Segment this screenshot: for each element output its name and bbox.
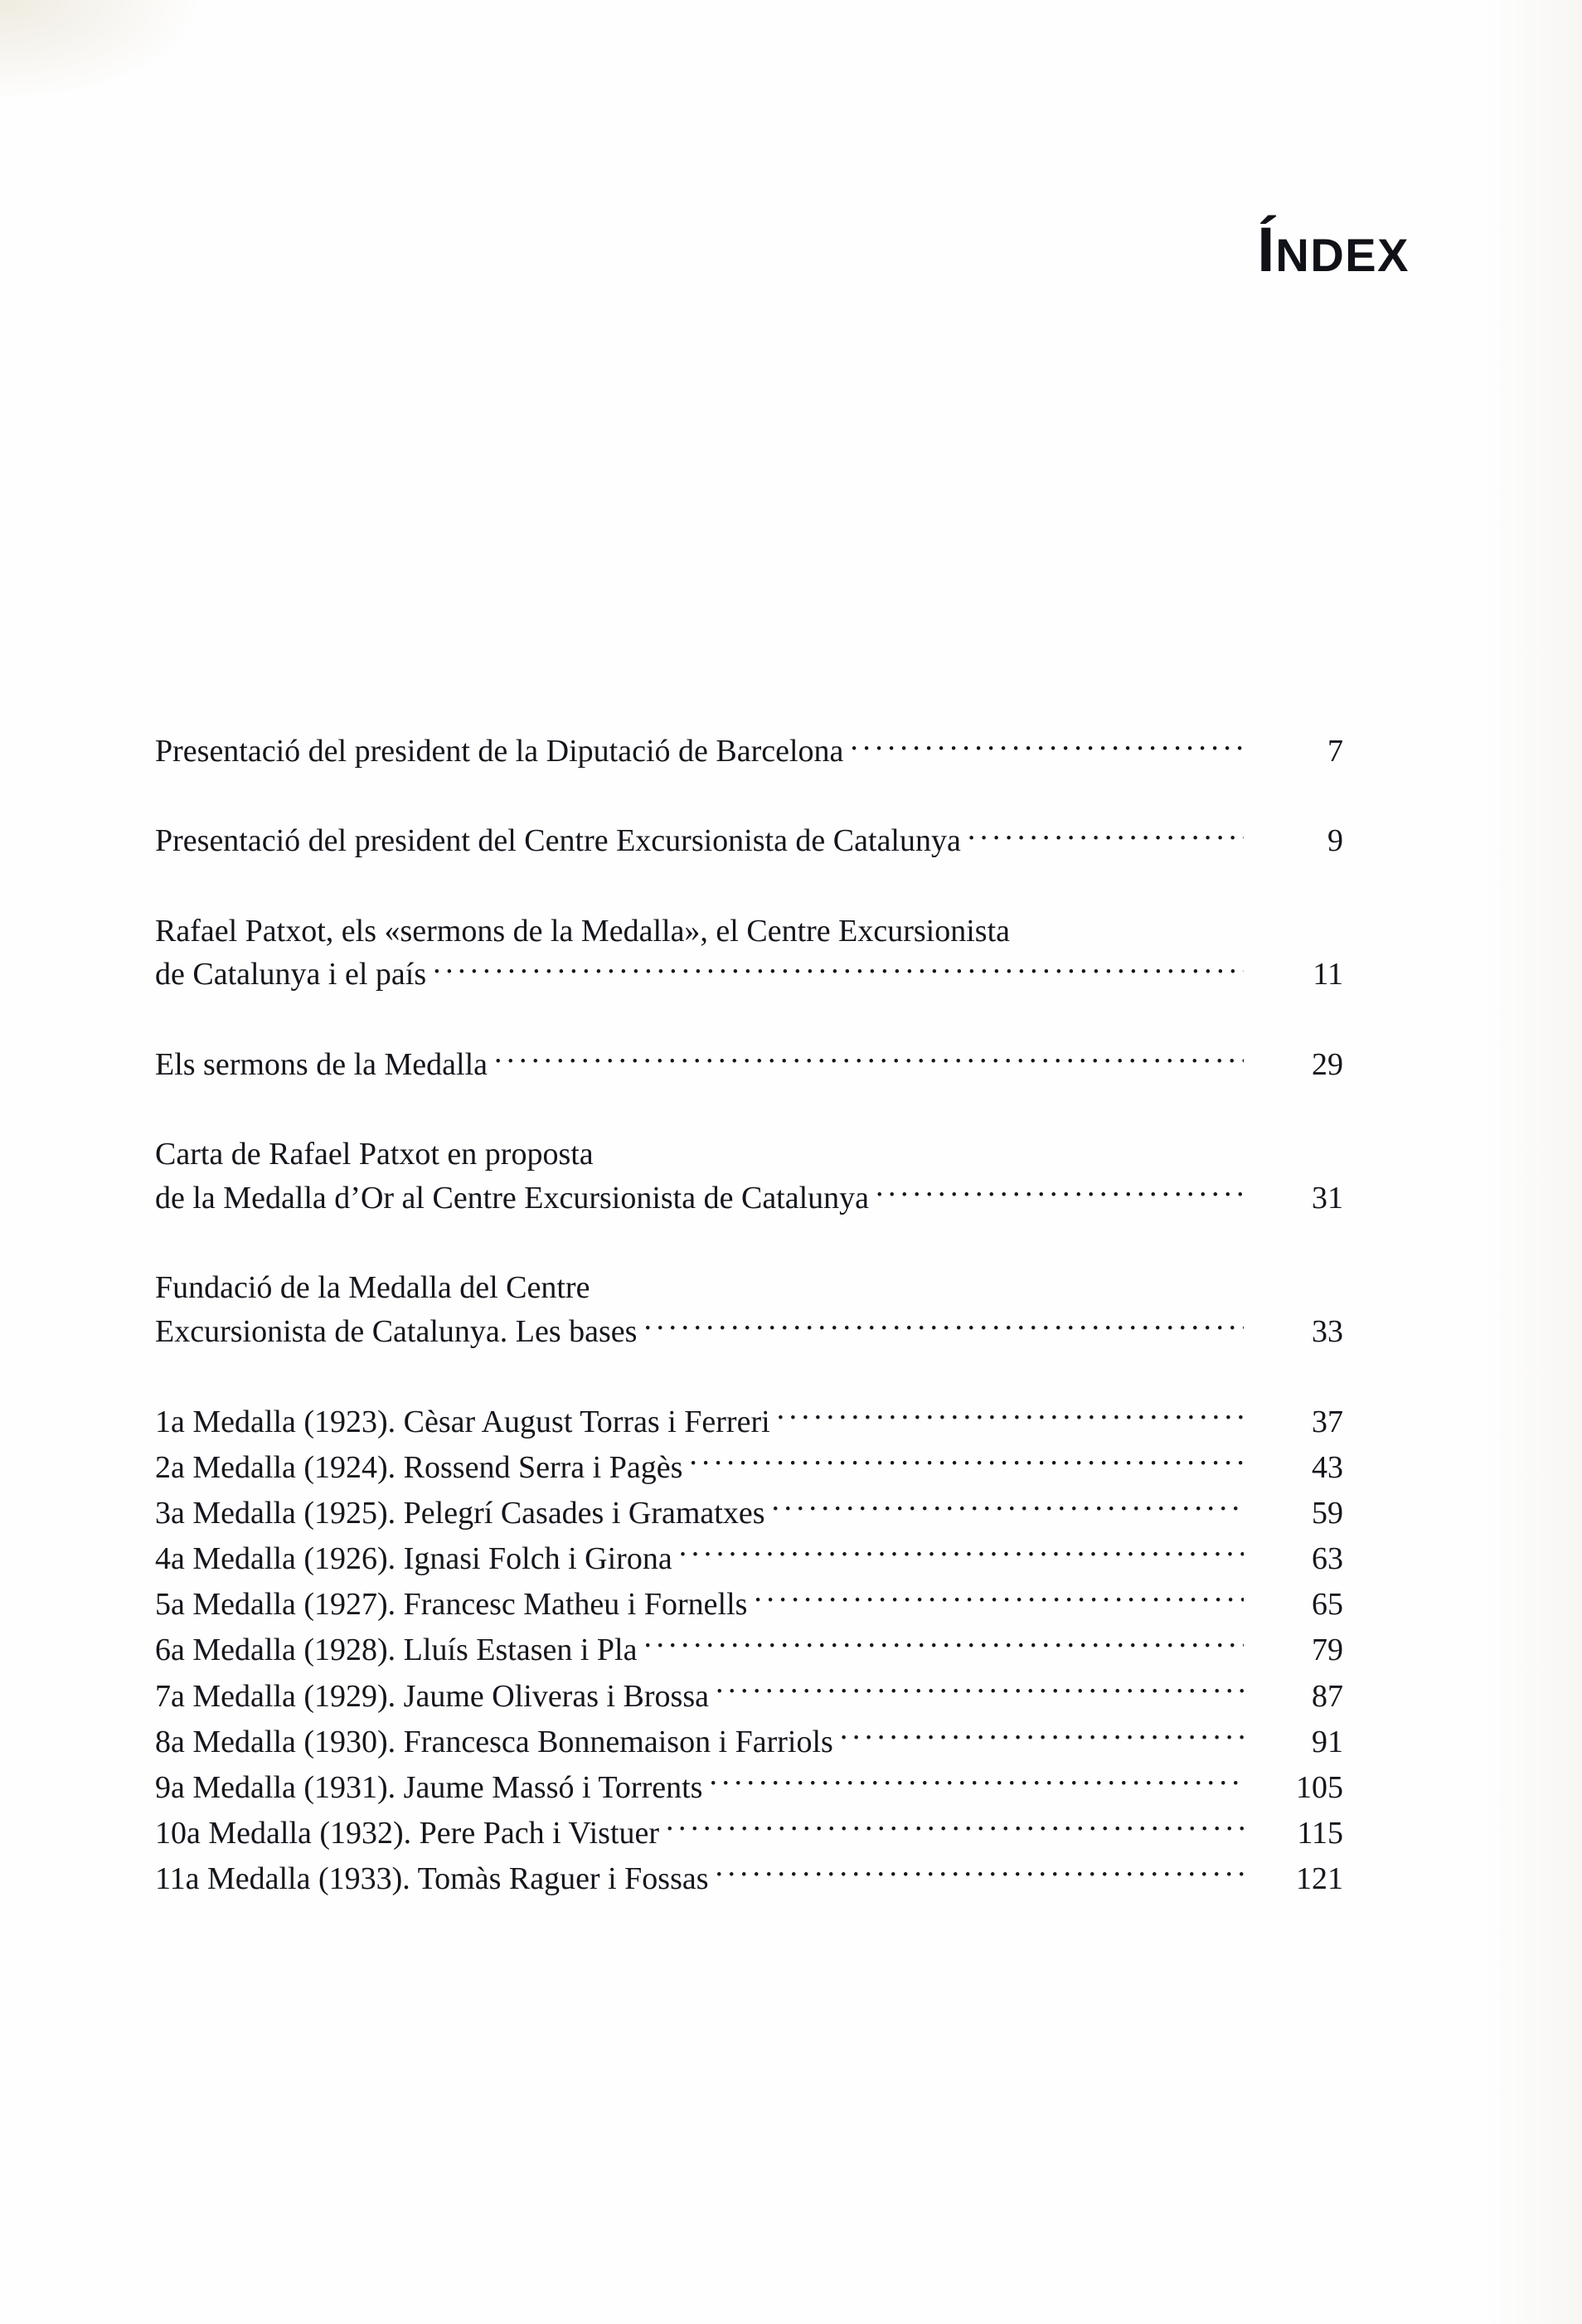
toc-row[interactable] bbox=[155, 910, 1343, 953]
leader-dots bbox=[679, 1537, 1244, 1569]
medal-row[interactable] bbox=[155, 1811, 1343, 1856]
toc-entry-label: Rafael Patxot, els «sermons de la Medalla», el Centre Excursionista bbox=[155, 913, 1010, 949]
toc-entry-label: Fundació de la Medalla del Centre bbox=[155, 1270, 590, 1306]
leader-dots bbox=[689, 1446, 1244, 1477]
toc-entry-label: Presentació del president de la Diputació de Barcelona bbox=[155, 734, 844, 769]
page-title-rest: NDEX bbox=[1275, 229, 1410, 281]
toc-entry[interactable] bbox=[155, 1133, 1343, 1220]
toc-page-number: 11 bbox=[1313, 957, 1343, 992]
medal-page-number: 65 bbox=[1312, 1587, 1343, 1623]
medal-page-number: 37 bbox=[1312, 1404, 1343, 1439]
toc-row[interactable] bbox=[155, 1310, 1343, 1353]
medal-label: 4a Medalla (1926). Ignasi Folch i Girona bbox=[155, 1541, 672, 1577]
medal-row[interactable] bbox=[155, 1720, 1343, 1765]
medal-row[interactable] bbox=[155, 1856, 1343, 1902]
leader-dots bbox=[433, 953, 1244, 984]
medal-row[interactable] bbox=[155, 1400, 1343, 1445]
toc-entry-label: Presentació del president del Centre Excursionista de Catalunya bbox=[155, 823, 961, 859]
medal-page-number: 43 bbox=[1312, 1450, 1343, 1486]
toc-row[interactable] bbox=[155, 1043, 1343, 1086]
medal-label: 1a Medalla (1923). Cèsar August Torras i Ferreri bbox=[155, 1404, 770, 1439]
toc-row[interactable] bbox=[155, 1177, 1343, 1220]
medal-row[interactable] bbox=[155, 1445, 1343, 1491]
medal-page-number: 87 bbox=[1312, 1678, 1343, 1714]
toc-entry-label: de Catalunya i el país bbox=[155, 957, 427, 992]
leader-dots bbox=[968, 819, 1244, 851]
medal-page-number: 121 bbox=[1296, 1861, 1343, 1896]
leader-dots bbox=[644, 1628, 1245, 1660]
toc-entry-label: Carta de Rafael Patxot en proposta bbox=[155, 1137, 594, 1172]
medal-label: 2a Medalla (1924). Rossend Serra i Pagès bbox=[155, 1450, 683, 1486]
medal-label: 9a Medalla (1931). Jaume Massó i Torrents bbox=[155, 1769, 703, 1805]
medal-label: 8a Medalla (1930). Francesca Bonnemaison i Farriols bbox=[155, 1724, 833, 1759]
toc-row[interactable] bbox=[155, 1266, 1343, 1309]
toc-entry-label: Excursionista de Catalunya. Les bases bbox=[155, 1313, 638, 1349]
medal-label: 6a Medalla (1928). Lluís Estasen i Pla bbox=[155, 1633, 638, 1668]
table-of-contents bbox=[155, 730, 1343, 1902]
medal-page-number: 79 bbox=[1312, 1633, 1343, 1668]
toc-page-number: 33 bbox=[1312, 1313, 1343, 1349]
medal-page-number: 63 bbox=[1312, 1541, 1343, 1577]
leader-dots bbox=[876, 1177, 1244, 1208]
leader-dots bbox=[772, 1492, 1245, 1523]
medal-label: 10a Medalla (1932). Pere Pach i Vistuer bbox=[155, 1815, 660, 1851]
medal-page-number: 59 bbox=[1312, 1496, 1343, 1531]
medal-page-number: 91 bbox=[1312, 1724, 1343, 1759]
leader-dots bbox=[643, 1310, 1244, 1342]
toc-page-number: 29 bbox=[1312, 1046, 1343, 1082]
medal-label: 11a Medalla (1933). Tomàs Raguer i Fossas bbox=[155, 1861, 709, 1896]
medal-row[interactable] bbox=[155, 1765, 1343, 1811]
leader-dots bbox=[494, 1043, 1244, 1075]
leader-dots bbox=[716, 1675, 1244, 1706]
medal-row[interactable] bbox=[155, 1491, 1343, 1536]
toc-row[interactable] bbox=[155, 819, 1343, 862]
toc-entry[interactable] bbox=[155, 819, 1343, 862]
leader-dots bbox=[850, 730, 1244, 761]
toc-entry[interactable] bbox=[155, 730, 1343, 773]
leader-dots bbox=[666, 1812, 1244, 1843]
toc-page-number: 7 bbox=[1327, 734, 1343, 769]
toc-entry-label: de la Medalla d’Or al Centre Excursionista de Catalunya bbox=[155, 1180, 870, 1215]
toc-entry[interactable] bbox=[155, 1043, 1343, 1086]
medal-label: 3a Medalla (1925). Pelegrí Casades i Gramatxes bbox=[155, 1496, 765, 1531]
medal-row[interactable] bbox=[155, 1674, 1343, 1720]
toc-entry[interactable] bbox=[155, 910, 1343, 997]
page-title-initial: Í bbox=[1257, 215, 1276, 285]
medal-page-number: 105 bbox=[1296, 1769, 1343, 1805]
toc-page-number: 9 bbox=[1327, 823, 1343, 859]
leader-dots bbox=[754, 1583, 1244, 1614]
toc-row[interactable] bbox=[155, 953, 1343, 996]
toc-row[interactable] bbox=[155, 1133, 1343, 1176]
medal-label: 5a Medalla (1927). Francesc Matheu i Fornells bbox=[155, 1587, 748, 1623]
page-title bbox=[1257, 215, 1410, 285]
medal-label: 7a Medalla (1929). Jaume Oliveras i Brossa bbox=[155, 1678, 709, 1714]
toc-entry-label: Els sermons de la Medalla bbox=[155, 1046, 488, 1082]
leader-dots bbox=[716, 1857, 1244, 1889]
medal-page-number: 115 bbox=[1297, 1815, 1343, 1851]
medal-list bbox=[155, 1400, 1343, 1902]
toc-page-number: 31 bbox=[1312, 1180, 1343, 1215]
medal-row[interactable] bbox=[155, 1582, 1343, 1628]
medal-row[interactable] bbox=[155, 1536, 1343, 1582]
leader-dots bbox=[840, 1720, 1244, 1752]
toc-entry[interactable] bbox=[155, 1266, 1343, 1353]
leader-dots bbox=[777, 1400, 1244, 1432]
leader-dots bbox=[709, 1766, 1244, 1798]
medal-row[interactable] bbox=[155, 1628, 1343, 1673]
toc-row[interactable] bbox=[155, 730, 1343, 773]
